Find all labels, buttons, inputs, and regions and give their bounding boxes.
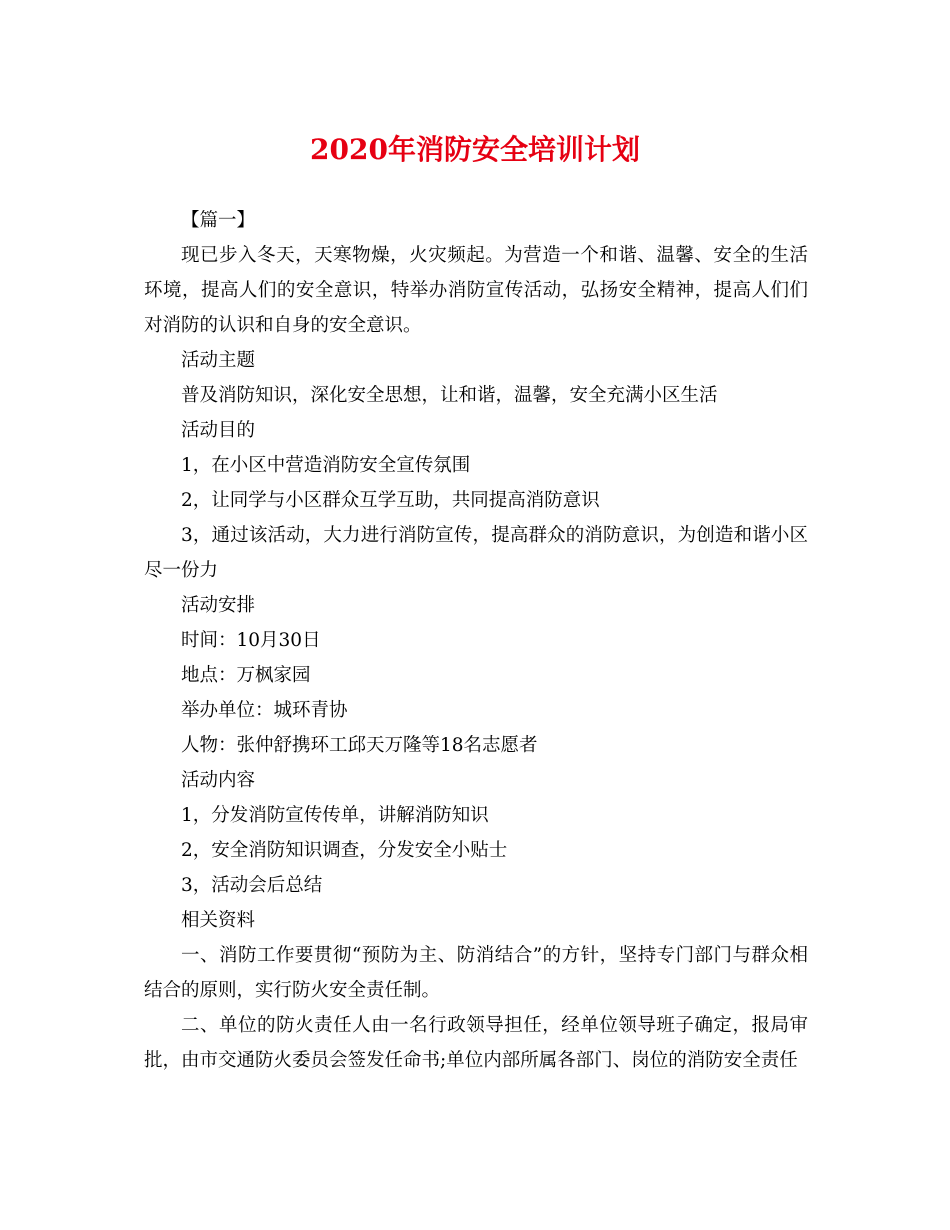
paragraph: 2，让同学与小区群众互学互助，共同提高消防意识: [181, 490, 600, 511]
paragraph: 人物：张仲舒携环工邱天万隆等18名志愿者: [181, 735, 538, 756]
section-heading: 【篇一】: [181, 210, 256, 231]
paragraph: 活动目的: [181, 420, 256, 441]
paragraph: 活动主题: [181, 350, 256, 371]
paragraph: 时间：10月30日: [181, 630, 321, 651]
paragraph: 地点：万枫家园: [181, 665, 311, 686]
document-body: [144, 203, 808, 1078]
paragraph: 3，通过该活动，大力进行消防宣传，提高群众的消防意识，为创造和谐小区尽一份力: [144, 525, 808, 581]
paragraph: 一、消防工作要贯彻“预防为主、防消结合”的方针，坚持专门部门与群众相结合的原则，实行防火安全责任制。: [144, 945, 808, 1001]
paragraph: 现已步入冬天，天寒物燥，火灾频起。为营造一个和谐、温馨、安全的生活环境，提高人们的安全意识，特举办消防宣传活动，弘扬安全精神，提高人们们对消防的认识和自身的安全意识。: [144, 245, 808, 336]
paragraph: 二、单位的防火责任人由一名行政领导担任，经单位领导班子确定，报局审批，由市交通防火委员会签发任命书;单位内部所属各部门、岗位的消防安全责任: [144, 1015, 808, 1071]
paragraph: 普及消防知识，深化安全思想，让和谐，温馨，安全充满小区生活: [181, 385, 718, 406]
paragraph: 1，分发消防宣传传单，讲解消防知识: [181, 805, 489, 826]
paragraph: 活动内容: [181, 770, 256, 791]
paragraph: 2，安全消防知识调查，分发安全小贴士: [181, 840, 508, 861]
paragraph: 1，在小区中营造消防安全宣传氛围: [181, 455, 471, 476]
paragraph: 相关资料: [181, 910, 256, 931]
paragraph: 举办单位：城环青协: [181, 700, 348, 721]
paragraph: 活动安排: [181, 595, 256, 616]
document-title: 2020年消防安全培训计划: [310, 133, 640, 166]
paragraph: 3，活动会后总结: [181, 875, 323, 896]
